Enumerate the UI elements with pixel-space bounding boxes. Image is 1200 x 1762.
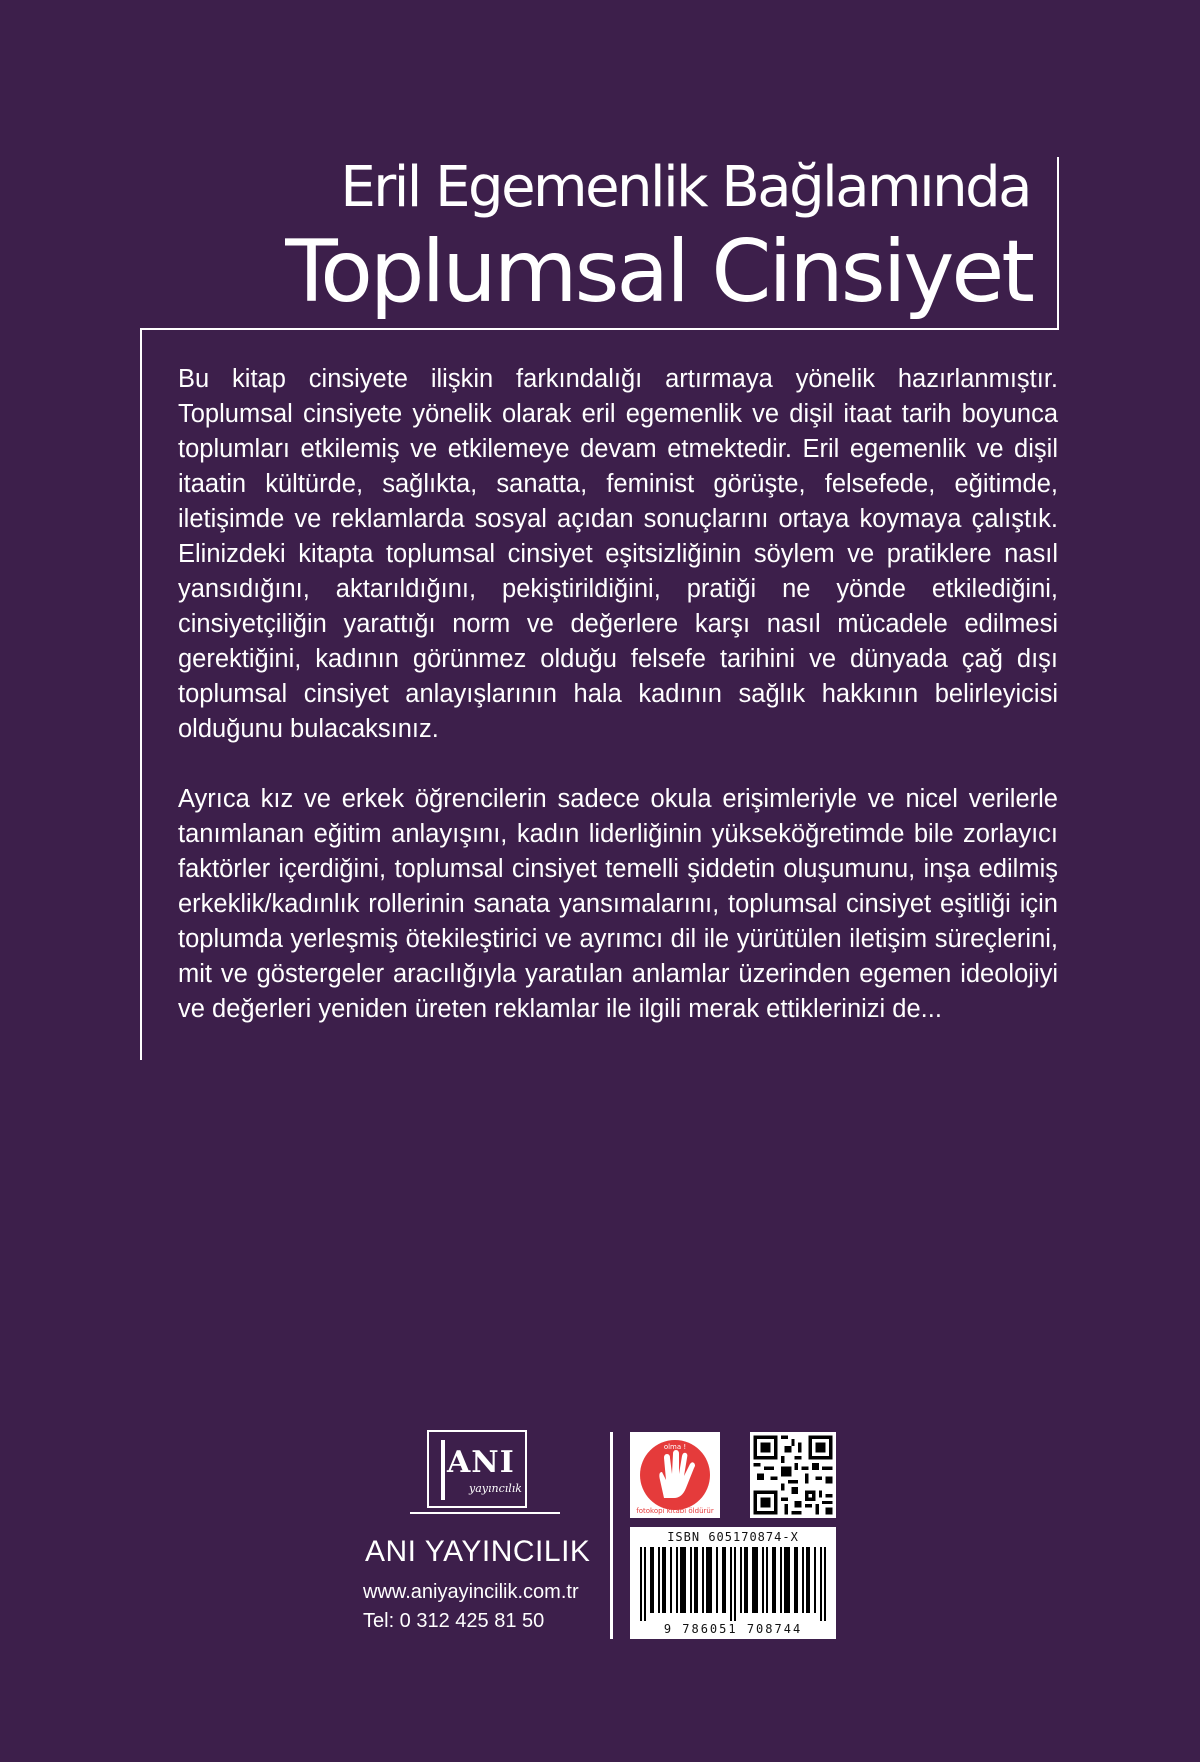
publisher-logo — [427, 1430, 527, 1508]
anti-piracy-badge — [630, 1432, 720, 1518]
title-frame-bottom-line — [140, 328, 1059, 330]
title-frame-right-line — [1057, 157, 1059, 330]
publisher-logo-subtext: yayıncılık — [469, 1482, 522, 1495]
publisher-phone: Tel: 0 312 425 81 50 — [363, 1610, 545, 1632]
publisher-logo-bar — [441, 1440, 445, 1500]
blurb-paragraph-1: Bu kitap cinsiyete ilişkin farkındalığı artırmaya yönelik hazırlanmıştır. Toplumsal cinsiyete yönelik olarak eril egemenlik ve dişil itaat tarih boyunca toplumları etkilemiş ve etkilemeye devam etmektedir. Eril egemenlik ve dişil itaatin kültürde, sağlıkta, sanatta, feminist görüşte, felsefede, eğitimde, iletişimde ve reklamlarda sosyal açıdan sonuçlarını ortaya koymaya çalıştık. Elinizdeki kitapta toplumsal cinsiyet eşitsizliğinin söylem ve pratiklere nasıl yansıdığını, aktarıldığını, pekiştirildiğini, pratiği ne yönde etkilediğini, cinsiyetçiliğin yarattığı norm ve değerlere karşı nasıl mücadele edilmesi gerektiğini, kadının görünmez olduğu felsefe tarihini ve dünyada çağ dışı toplumsal cinsiyet anlayışlarının hala kadının sağlık hakkının belirleyicisi olduğunu bulacaksınız. — [178, 365, 1058, 743]
barcode-icon — [636, 1547, 830, 1621]
back-cover-blurb — [178, 362, 1058, 1027]
blurb-paragraph-2: Ayrıca kız ve erkek öğrencilerin sadece okula erişimleriyle ve nicel verilerle tanımlanan eğitim anlayışını, kadın liderliğinin yükseköğretimde bile zorlayıcı faktörler içerdiğini, toplumsal cinsiyet temelli şiddetin oluşumunu, inşa edilmiş erkeklik/kadınlık rollerinin sanata yansımalarını, toplumsal cinsiyet eşitliği için toplumda yerleşmiş ötekileştirici ve ayrımcı dil ile yürütülen iletişim süreçlerini, mit ve göstergeler aracılığıyla yaratılan anlamlar üzerinden egemen ideolojiyi ve değerleri yeniden üreten reklamlar ile ilgili merak ettiklerinizi de... — [178, 785, 1058, 1023]
publisher-name: ANI YAYINCILIK — [365, 1535, 591, 1568]
publisher-logo-underline — [410, 1512, 560, 1514]
publisher-website: www.aniyayincilik.com.tr — [363, 1581, 579, 1603]
badge-top-text: fotokopi ve korsana ortak olma ! — [630, 1433, 720, 1451]
vertical-divider — [610, 1432, 613, 1639]
isbn-label: ISBN 605170874-X — [667, 1530, 799, 1544]
text-frame-left-line — [140, 328, 142, 1060]
qr-code — [750, 1432, 836, 1518]
isbn-barcode — [630, 1527, 836, 1639]
ean-number: 9 786051 708744 — [663, 1622, 803, 1636]
book-title: Toplumsal Cinsiyet — [285, 222, 1032, 322]
publisher-logo-text: ANI — [447, 1445, 515, 1480]
qr-code-icon — [750, 1432, 836, 1518]
book-subtitle: Eril Egemenlik Bağlamında — [340, 155, 1030, 220]
title-block — [140, 150, 1060, 330]
badge-bottom-text: fotokopi kitabı öldürür — [636, 1507, 714, 1515]
stop-hand-icon — [652, 1450, 698, 1500]
